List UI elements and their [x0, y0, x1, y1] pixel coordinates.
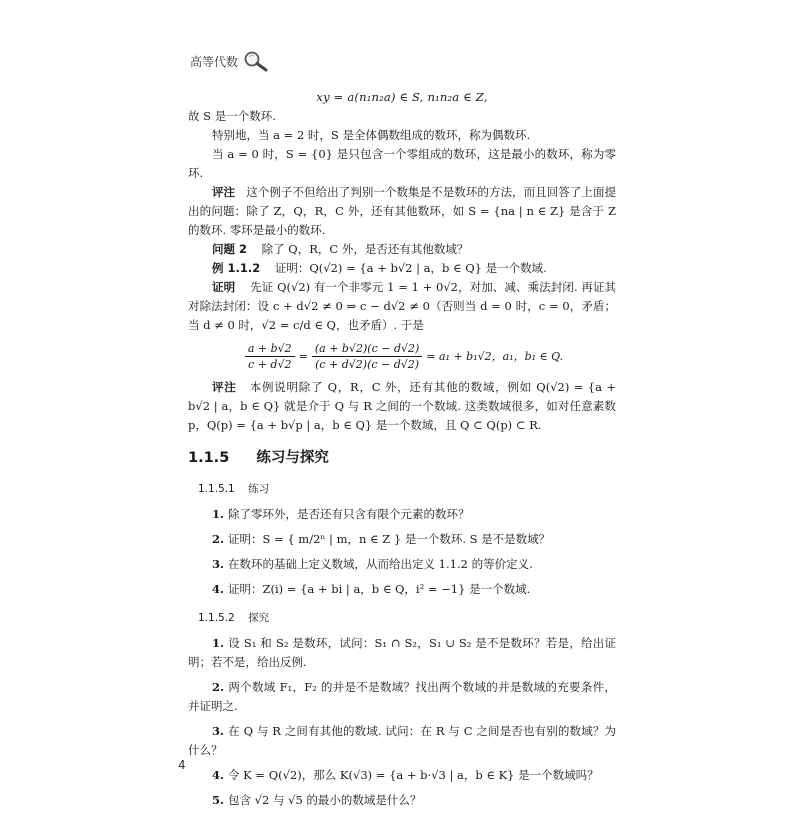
paragraph: 特别地，当 a = 2 时，S 是全体偶数组成的数环，称为偶数环.: [212, 128, 531, 142]
list-item: 3. 在 Q 与 R 之间有其他的数域. 试问：在 R 与 C 之间是否也有别的数域？为什么？: [188, 724, 616, 757]
section-heading: [188, 449, 616, 468]
proof-label: 证明: [212, 280, 236, 294]
remark-label: 评注: [212, 185, 236, 199]
section-title: 练习与探究: [256, 450, 329, 466]
book-title: 高等代数: [190, 54, 239, 69]
equation-result: = a₁ + b₁√2，a₁，b₁ ∈ Q.: [426, 350, 564, 363]
fraction: [245, 341, 295, 372]
list-item: 2. 两个数域 F₁，F₂ 的并是不是数域？找出两个数域的并是数域的充要条件，并证明之.: [188, 680, 616, 713]
page-number: 4: [178, 758, 186, 772]
subsection-heading: [198, 609, 616, 628]
remark-1: [188, 183, 616, 240]
list-item: 4. 证明：Z(i) = {a + bi | a，b ∈ Q，i² = −1} 是一个数域.: [212, 582, 531, 596]
fraction-equation: $\frac{a + b√2}{c + d√2}$ = $\frac{(a + b√2)(c - d√2)}{(c + d√2)(c - d√2)}$ = a₁ + b₁√2，a₁，b₁ ∈ Q.: [188, 341, 616, 372]
list-item: 4. 令 K = Q(√2)，那么 K(√3) = {a + b·√3 | a，b ∈ K} 是一个数域吗？: [212, 768, 599, 782]
question-text: 除了 Q，R，C 外，是否还有其他数域？: [261, 242, 469, 256]
list-item: 1. 除了零环外，是否还有只含有限个元素的数环？: [212, 507, 470, 521]
list-item: 3. 在数环的基础上定义数域，从而给出定义 1.1.2 的等价定义.: [212, 557, 533, 571]
running-head: [190, 50, 269, 72]
question-2: [188, 240, 616, 259]
remark-text: 这个例子不但给出了判别一个数集是不是数环的方法，而且回答了上面提出的问题：除了 Z，Q，R，C 外，还有其他数环，如 S = {na | n ∈ Z} 是含于 Z 的数环. 零环是最小的数环.: [188, 185, 617, 237]
example-1-1-2: [188, 259, 616, 278]
list-item: 1. 设 S₁ 和 S₂ 是数环，试问：S₁ ∩ S₂，S₁ ∪ S₂ 是不是数环？若是，给出证明；若不是，给出反例.: [188, 636, 616, 669]
section-number: 1.1.5: [188, 450, 230, 466]
denominator: (c + d√2)(c − d√2): [315, 358, 420, 371]
list-item: 2. 证明：S = { m/2ⁿ | m，n ∈ Z } 是一个数环. S 是不是数域？: [212, 532, 551, 546]
example-text: 证明：Q(√2) = {a + b√2 | a，b ∈ Q} 是一个数域.: [274, 261, 547, 275]
numerator: (a + b√2)(c − d√2): [312, 341, 422, 357]
subsection-number: 1.1.5.2: [198, 612, 235, 624]
subsection-heading: [198, 480, 616, 499]
subsection-number: 1.1.5.1: [198, 483, 235, 495]
remark-label: 评注: [212, 380, 237, 394]
main-content: [188, 88, 616, 816]
example-label: 例 1.1.2: [212, 261, 261, 275]
question-label: 问题 2: [212, 242, 248, 256]
denominator: c + d√2: [248, 358, 292, 371]
subsection-title: 探究: [248, 612, 270, 624]
magnifier-icon: [243, 50, 269, 72]
remark-2: [188, 378, 616, 435]
top-equation: xy = a(n₁n₂a) ∈ S, n₁n₂a ∈ Z,: [316, 90, 488, 104]
fraction: [312, 341, 422, 372]
remark-text: 本例说明除了 Q，R，C 外，还有其他的数域，例如 Q(√2) = {a + b√2 | a，b ∈ Q} 就是介于 Q 与 R 之间的一个数域. 这类数域很多，如对任意素数 p，Q(p) = {a + b√p | a，b ∈ Q} 是一个数域，且 Q ⊂ Q(p) ⊂ R.: [188, 380, 616, 432]
proof: [188, 278, 616, 335]
subsection-title: 练习: [248, 483, 270, 495]
proof-text: 先证 Q(√2) 有一个非零元 1 = 1 + 0√2，对加、减、乘法封闭. 再证其对除法封闭：设 c + d√2 ≠ 0 ⇒ c − d√2 ≠ 0（否则当 d = 0 时，c = 0，矛盾；当 d ≠ 0 时，√2 = c/d ∈ Q，也矛盾）. 于是: [188, 280, 617, 332]
paragraph: 当 a = 0 时，S = {0} 是只包含一个零组成的数环，这是最小的数环，称为零环.: [188, 147, 616, 180]
list-item: 5. 包含 √2 与 √5 的最小的数域是什么？: [212, 793, 422, 807]
paragraph: 故 S 是一个数环.: [188, 109, 276, 123]
numerator: a + b√2: [245, 341, 295, 357]
